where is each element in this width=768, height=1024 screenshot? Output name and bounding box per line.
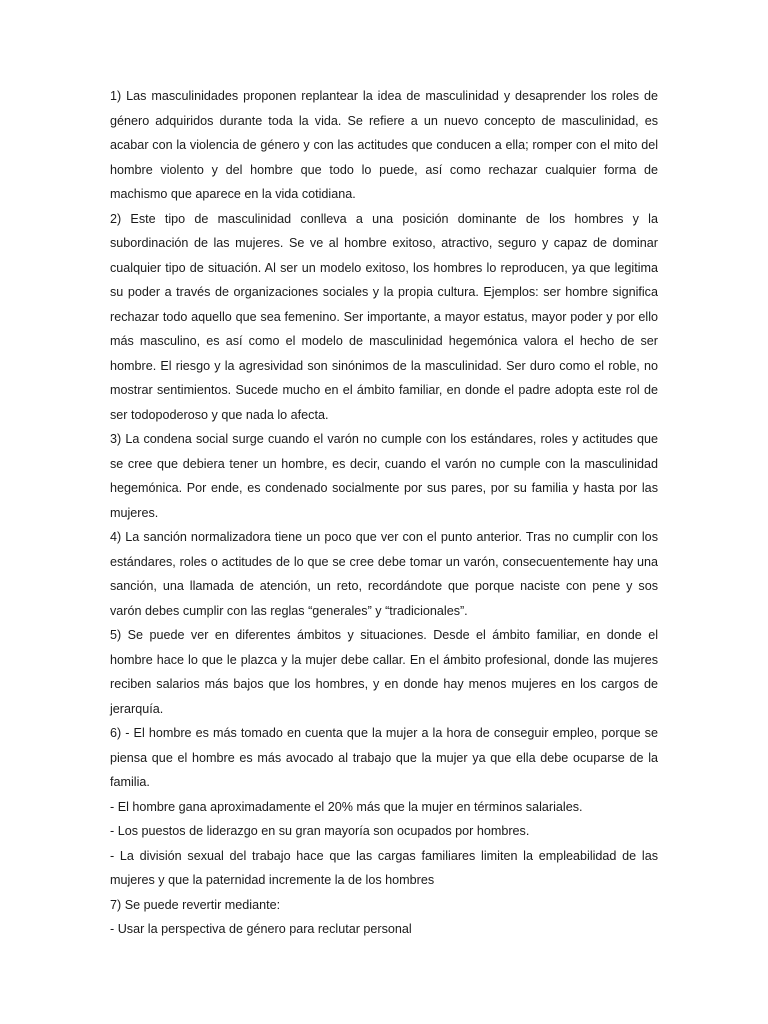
- paragraph-5: 5) Se puede ver en diferentes ámbitos y situaciones. Desde el ámbito familiar, en donde el hombre hace lo que le plazca y la mujer debe callar. En el ámbito profesional, donde las mujeres reciben salarios más bajos que los hombres, y en donde hay menos mujeres en los cargos de jerarquía.: [110, 628, 658, 716]
- paragraph-3: 3) La condena social surge cuando el varón no cumple con los estándares, roles y actitudes que se cree que debiera tener un hombre, es decir, cuando el varón no cumple con la masculinidad hegemónica. Por ende, es condenado socialmente por sus pares, por su familia y hasta por las mujeres.: [110, 432, 658, 520]
- paragraph-2: 2) Este tipo de masculinidad conlleva a una posición dominante de los hombres y la subordinación de las mujeres. Se ve al hombre exitoso, atractivo, seguro y capaz de dominar cualquier tipo de situación. Al ser un modelo exitoso, los hombres lo reproducen, ya que legitima su poder a través de organizaciones sociales y la propia cultura. Ejemplos: ser hombre significa rechazar todo aquello que sea femenino. Ser importante, a mayor estatus, mayor poder y por ello más masculino, es así como el modelo de masculinidad hegemónica valora el hecho de ser hombre. El riesgo y la agresividad son sinónimos de la masculinidad. Ser duro como el roble, no mostrar sentimientos. Sucede mucho en el ámbito familiar, en donde el padre adopta este rol de ser todopoderoso y que nada lo afecta.: [110, 211, 658, 422]
- paragraph-6: 6) - El hombre es más tomado en cuenta que la mujer a la hora de conseguir empleo, porque se piensa que el hombre es más avocado al trabajo que la mujer ya que ella debe ocuparse de la familia.: [110, 726, 658, 789]
- document-body: [110, 84, 658, 942]
- paragraph-4: 4) La sanción normalizadora tiene un poco que ver con el punto anterior. Tras no cumplir con los estándares, roles o actitudes de lo que se cree debe tomar un varón, consecuentemente hay una sanción, una llamada de atención, un reto, recordándote que porque naciste con pene y sos varón debes cumplir con las reglas “generales” y “tradicionales”.: [110, 530, 658, 618]
- bullet-leadership: - Los puestos de liderazgo en su gran mayoría son ocupados por hombres.: [110, 824, 530, 838]
- paragraph-1: 1) Las masculinidades proponen replantear la idea de masculinidad y desaprender los roles de género adquiridos durante toda la vida. Se refiere a un nuevo concepto de masculinidad, es acabar con la violencia de género y con las actitudes que conducen a ella; romper con el mito del hombre violento y del hombre que todo lo puede, así como rechazar cualquier forma de machismo que aparece en la vida cotidiana.: [110, 89, 658, 201]
- bullet-gender-perspective: - Usar la perspectiva de género para reclutar personal: [110, 922, 412, 936]
- bullet-division-of-labour: - La división sexual del trabajo hace que las cargas familiares limiten la empleabilidad de las mujeres y que la paternidad incremente la de los hombres: [110, 848, 658, 887]
- paragraph-7: 7) Se puede revertir mediante:: [110, 897, 281, 912]
- bullet-salary-gap: - El hombre gana aproximadamente el 20% más que la mujer en términos salariales.: [110, 799, 583, 814]
